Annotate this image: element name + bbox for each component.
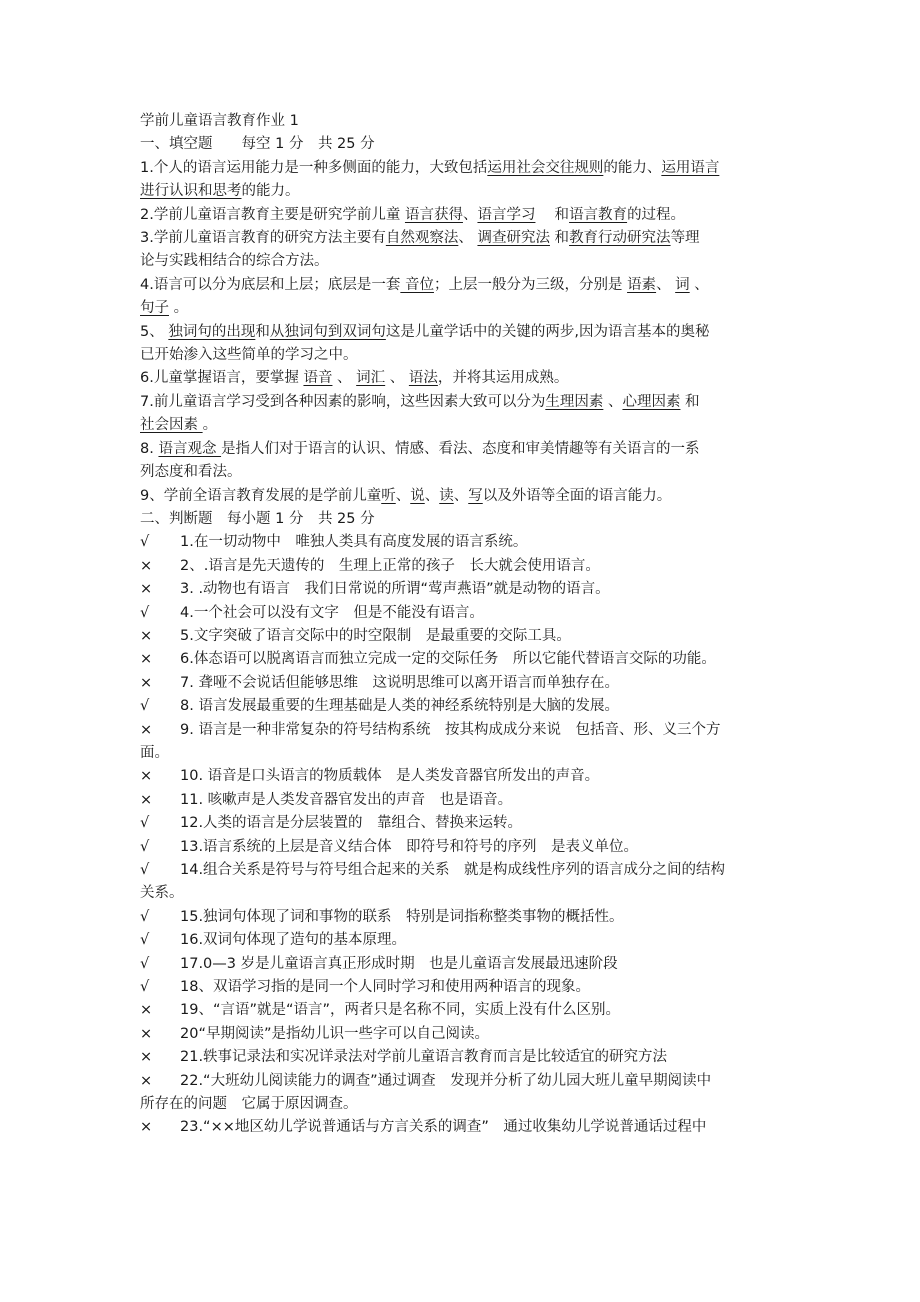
judgment-item <box>140 929 788 952</box>
check-mark-icon: √ <box>140 534 150 551</box>
q3-answer-3: 教育行动研究法 <box>569 230 671 247</box>
q9-answer-2: 说 <box>410 487 425 504</box>
judgment-text: 14.组合关系是符号与符号组合起来的关系 就是构成线性序列的语言成分之间的结构 <box>180 862 726 878</box>
judgment-text: 3. .动物也有语言 我们日常说的所谓“莺声燕语”就是动物的语言。 <box>180 581 610 598</box>
check-mark-icon: √ <box>140 604 150 621</box>
q4-answer-3: 词 <box>675 276 690 293</box>
q4-answer-1: 音位 <box>400 276 434 293</box>
q5-text-f: 已开始渗入这些简单的学习之中。 <box>140 347 358 364</box>
fill-question-3 <box>140 227 788 274</box>
q6-answer-2: 词汇 <box>356 370 386 387</box>
judgment-item <box>140 859 788 906</box>
q1-text-c: 的能力、 <box>603 159 662 176</box>
q2-text-c: 、 <box>462 206 478 223</box>
judgment-list <box>140 531 788 1140</box>
q6-text-a: 6.儿童掌握语言，要掌握 <box>140 370 304 387</box>
document-title: 学前儿童语言教育作业 1 <box>140 113 299 129</box>
judgment-item <box>140 976 788 999</box>
judgment-text: 2、.语言是先天遗传的 生理上正常的孩子 长大就会使用语言。 <box>180 557 600 574</box>
q9-text-c: 、 <box>395 487 411 504</box>
q8-text-d: 列态度和看法。 <box>140 464 242 481</box>
judgment-text: 22.“大班幼儿阅读能力的调查”通过调查 发现并分析了幼儿园大班儿童早期阅读中 <box>180 1072 712 1089</box>
fill-question-4 <box>140 274 788 321</box>
q5-text-a: 5、 <box>140 323 169 340</box>
q2-text-a: 2.学前儿童语言教育主要是研究学前儿童 <box>140 206 405 223</box>
q4-answer-2: 语素 <box>627 276 657 293</box>
judgment-text-continued: 关系。 <box>140 885 184 902</box>
judgment-text: 1.在一切动物中 唯独人类具有高度发展的语言系统。 <box>180 534 528 551</box>
q1-answer-2b: 进行认识和思考 <box>140 183 242 200</box>
q6-text-g: ，并将其运用成熟。 <box>437 370 569 387</box>
judgment-text: 6.体态语可以脱离语言而独立完成一定的交际任务 所以它能代替语言交际的功能。 <box>180 651 716 668</box>
q9-answer-4: 写 <box>468 487 483 504</box>
q8-answer-1: 语言观念 <box>158 440 222 457</box>
check-mark-icon: √ <box>140 955 150 972</box>
judgment-text: 20“早期阅读”是指幼儿识一些字可以自己阅读。 <box>180 1025 489 1042</box>
cross-mark-icon: × <box>140 557 153 574</box>
cross-mark-icon: × <box>140 1025 153 1042</box>
judgment-text-continued: 所存在的问题 它属于原因调查。 <box>140 1096 358 1113</box>
q5-text-c: 和 <box>255 323 270 340</box>
judgment-text: 13.语言系统的上层是音义结合体 即符号和符号的序列 是表义单位。 <box>180 838 639 855</box>
q1-answer-2a: 运用语言 <box>661 159 720 176</box>
judgment-item <box>140 602 788 625</box>
check-mark-icon: √ <box>140 932 150 949</box>
judgment-text: 10. 语音是口头语言的物质载体 是人类发音器官所发出的声音。 <box>180 768 600 785</box>
q2-answer-2: 语言学习 <box>477 206 536 223</box>
q5-answer-1: 独词句的出现 <box>168 323 256 340</box>
judgment-text: 15.独词句体现了词和事物的联系 特别是词指称整类事物的概括性。 <box>180 908 624 925</box>
judgment-item <box>140 1070 788 1117</box>
check-mark-icon: √ <box>140 815 150 832</box>
q7-text-c: 、 <box>603 393 623 410</box>
q9-text-g: 、 <box>453 487 469 504</box>
q6-answer-1: 语音 <box>303 370 333 387</box>
fill-question-6 <box>140 367 788 390</box>
judgment-item <box>140 999 788 1022</box>
q5-text-e: 这是儿童学话中的关键的两步,因为语言基本的奥秘 <box>385 323 710 340</box>
q9-text-e: 、 <box>424 487 440 504</box>
q8-text-c: 是指人们对于语言的认识、情感、看法、态度和审美情趣等有关语言的一系 <box>221 440 700 457</box>
q7-text-g: 。 <box>202 417 218 434</box>
q3-text-e: 和 <box>549 230 570 247</box>
judgment-item <box>140 555 788 578</box>
section2-heading: 二、判断题 每小题 1 分 共 25 分 <box>140 510 375 527</box>
q1-text-f: 的能力。 <box>241 183 300 200</box>
q7-answer-2: 心理因素 <box>622 393 681 410</box>
q1-text-a: 1.个人的语言运用能力是一种多侧面的能力，大致包括 <box>140 159 488 176</box>
judgment-text: 16.双词句体现了造句的基本原理。 <box>180 932 407 949</box>
cross-mark-icon: × <box>140 721 153 738</box>
q4-answer-4: 句子 <box>140 300 169 317</box>
q9-answer-3: 读 <box>439 487 454 504</box>
judgment-item <box>140 531 788 554</box>
q5-answer-2: 从独词句到双词句 <box>269 323 386 340</box>
section1-heading: 一、填空题 每空 1 分 共 25 分 <box>140 136 375 153</box>
judgment-item <box>140 953 788 976</box>
judgment-text: 23.“××地区幼儿学说普通话与方言关系的调查” 通过收集幼儿学说普通话过程中 <box>180 1119 707 1136</box>
judgment-text: 11. 咳嗽声是人类发音器官发出的声音 也是语音。 <box>180 791 513 808</box>
q3-text-c: 、 <box>458 230 478 247</box>
q6-text-e: 、 <box>385 370 409 387</box>
judgment-item <box>140 1046 788 1069</box>
q7-text-e: 和 <box>680 393 700 410</box>
judgment-item <box>140 672 788 695</box>
q4-text-e: 、 <box>656 276 676 293</box>
judgment-text: 9. 语言是一种非常复杂的符号结构系统 按其构成成分来说 包括音、形、义三个方 <box>180 721 721 738</box>
judgment-item <box>140 1023 788 1046</box>
q3-text-h: 论与实践相结合的综合方法。 <box>140 253 329 270</box>
document-page <box>140 110 788 1140</box>
fill-question-2 <box>140 204 788 227</box>
q9-answer-1: 听 <box>381 487 396 504</box>
judgment-item <box>140 578 788 601</box>
q3-text-a: 3.学前儿童语言教育的研究方法主要有 <box>140 230 386 247</box>
judgment-item <box>140 906 788 929</box>
cross-mark-icon: × <box>140 627 153 644</box>
judgment-text: 19、“言语”就是“语言”，两者只是名称不同，实质上没有什么区别。 <box>180 1002 620 1019</box>
judgment-item <box>140 719 788 766</box>
judgment-text: 18、双语学习指的是同一个人同时学习和使用两种语言的现象。 <box>180 979 590 996</box>
judgment-item <box>140 789 788 812</box>
q3-answer-2: 调查研究法 <box>477 230 550 247</box>
check-mark-icon: √ <box>140 838 150 855</box>
fill-question-9 <box>140 485 788 508</box>
check-mark-icon: √ <box>140 908 150 925</box>
cross-mark-icon: × <box>140 674 153 691</box>
q2-answer-1: 语言获得 <box>404 206 463 223</box>
judgment-item <box>140 812 788 835</box>
cross-mark-icon: × <box>140 1072 153 1089</box>
check-mark-icon: √ <box>140 862 150 878</box>
judgment-text: 7. 聋哑不会说话但能够思维 这说明思维可以离开语言而单独存在。 <box>180 674 619 691</box>
q9-text-a: 9、学前全语言教育发展的是学前儿童 <box>140 487 382 504</box>
q3-text-g: 等理 <box>670 230 700 247</box>
q8-text-a: 8. <box>140 440 159 457</box>
judgment-text: 12.人类的语言是分层装置的 靠组合、替换来运转。 <box>180 815 523 832</box>
cross-mark-icon: × <box>140 651 153 668</box>
cross-mark-icon: × <box>140 1119 153 1136</box>
q1-answer-1: 运用社会交往规则 <box>487 159 604 176</box>
judgment-text-continued: 面。 <box>140 744 169 761</box>
judgment-text: 21.轶事记录法和实况详录法对学前儿童语言教育而言是比较适宜的研究方法 <box>180 1049 668 1066</box>
q2-text-g: 的过程。 <box>627 206 686 223</box>
judgment-item <box>140 695 788 718</box>
check-mark-icon: √ <box>140 979 150 996</box>
judgment-item <box>140 765 788 788</box>
q7-answer-1: 生理因素 <box>545 393 604 410</box>
cross-mark-icon: × <box>140 1002 153 1019</box>
q7-answer-3: 社会因素 <box>140 417 203 434</box>
judgment-item <box>140 1116 788 1139</box>
judgment-text: 5.文字突破了语言交际中的时空限制 是最重要的交际工具。 <box>180 627 571 644</box>
cross-mark-icon: × <box>140 768 153 785</box>
q9-text-i: 以及外语等全面的语言能力。 <box>482 487 672 504</box>
judgment-text: 8. 语言发展最重要的生理基础是人类的神经系统特别是大脑的发展。 <box>180 698 619 715</box>
check-mark-icon: √ <box>140 698 150 715</box>
q6-answer-3: 语法 <box>408 370 438 387</box>
q3-answer-1: 自然观察法 <box>385 230 459 247</box>
judgment-item <box>140 648 788 671</box>
cross-mark-icon: × <box>140 1049 153 1066</box>
fill-question-1 <box>140 157 788 204</box>
q4-text-g: 、 <box>689 276 709 293</box>
judgment-item <box>140 625 788 648</box>
cross-mark-icon: × <box>140 791 153 808</box>
fill-question-8 <box>140 438 788 485</box>
cross-mark-icon: × <box>140 581 153 598</box>
q2-text-e: 和 <box>535 206 570 223</box>
judgment-text: 4.一个社会可以没有文字 但是不能没有语言。 <box>180 604 484 621</box>
q2-answer-3: 语言教育 <box>569 206 628 223</box>
q7-text-a: 7.前儿童语言学习受到各种因素的影响，这些因素大致可以分为 <box>140 393 546 410</box>
q4-text-a: 4.语言可以分为底层和上层；底层是一套 <box>140 276 401 293</box>
q4-text-i: 。 <box>169 300 189 317</box>
q6-text-c: 、 <box>332 370 357 387</box>
judgment-item <box>140 836 788 859</box>
fill-question-7 <box>140 391 788 438</box>
judgment-text: 17.0—3 岁是儿童语言真正形成时期 也是儿童语言发展最迅速阶段 <box>180 955 618 972</box>
fill-question-5 <box>140 321 788 368</box>
q4-text-c: ；上层一般分为三级，分别是 <box>433 276 628 293</box>
